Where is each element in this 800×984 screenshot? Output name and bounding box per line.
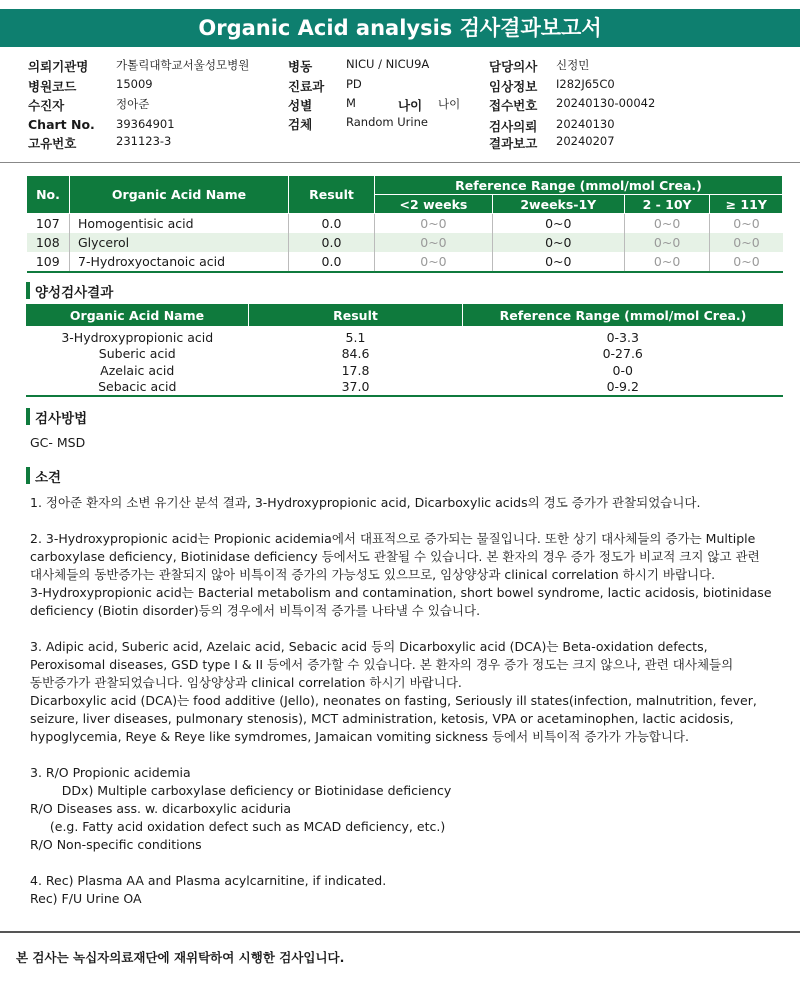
row-no: 107: [35, 216, 60, 231]
row-ref: 0~0: [375, 252, 493, 272]
row-ref: 0~0: [624, 233, 710, 252]
row-ref: 0-0: [612, 362, 633, 378]
chart-label: Chart No.: [28, 117, 95, 132]
opinion-section-title: 소견: [26, 466, 61, 486]
chart-value: 39364901: [116, 117, 175, 131]
row-result: 5.1: [345, 329, 366, 345]
positive-result-table: [26, 304, 783, 397]
row-ref: 0~0: [710, 233, 783, 252]
row-name: 3-Hydroxypropionic acid: [61, 329, 214, 345]
method-section-title: 검사방법: [26, 407, 87, 427]
col-name: Organic Acid Name: [70, 176, 289, 214]
specimen-value: Random Urine: [346, 115, 428, 129]
table-row: [26, 346, 783, 363]
table-row: [26, 362, 783, 379]
row-ref: 0~0: [492, 252, 624, 272]
unique-label: 고유번호: [28, 136, 77, 151]
opinion-paragraph: 4. Rec) Plasma AA and Plasma acylcarnitine, if indicated. Rec) F/U Urine OA: [30, 873, 387, 906]
doctor-label: 담당의사: [489, 59, 538, 74]
col-result: Result: [289, 176, 375, 214]
clinical-value: I282J65C0: [556, 77, 615, 91]
row-name: Azelaic acid: [100, 362, 175, 378]
row-ref: 0~0: [375, 233, 493, 252]
sex-label: 성별: [288, 98, 313, 113]
request-value: 20240130: [556, 117, 615, 131]
row-name: Homogentisic acid: [70, 214, 289, 234]
opinion-paragraph: 3. R/O Propionic acidemia DDx) Multiple carboxylase deficiency or Biotinidase deficiency R/O Diseases ass. w. dicarboxylic aciduria (e.g. Fatty acid oxidation defect such as MCAD deficiency, etc.) R/O Non-specific conditions: [30, 765, 452, 852]
col-result: Result: [249, 304, 463, 326]
ward-label: 병동: [288, 59, 313, 74]
row-name: Sebacic acid: [26, 379, 249, 397]
row-ref: 0-27.6: [602, 346, 643, 362]
report-title: Organic Acid analysis 검사결과보고서: [0, 9, 800, 47]
col-reference: Reference Range (mmol/mol Crea.): [375, 176, 783, 195]
row-ref: 0-9.2: [463, 379, 784, 397]
col-ref-2w-1y: 2weeks-1Y: [492, 195, 624, 214]
row-result: 0.0: [289, 252, 375, 272]
receipt-value: 20240130-00042: [556, 96, 656, 110]
table-row: [26, 379, 783, 397]
footer-note: 본 검사는 녹십자의료재단에 재위탁하여 시행한 검사입니다.: [16, 950, 345, 965]
ward-value: NICU / NICU9A: [346, 57, 430, 71]
table-row: [26, 326, 783, 346]
clinical-label: 임상정보: [489, 79, 538, 94]
row-ref: 0~0: [710, 252, 783, 272]
specimen-label: 검체: [288, 117, 313, 132]
table-row: [27, 252, 783, 272]
row-ref: 0-3.3: [606, 329, 639, 345]
patient-label: 수진자: [28, 98, 65, 113]
row-name: 7-Hydroxyoctanoic acid: [70, 252, 289, 272]
row-ref: 0~0: [624, 214, 710, 234]
positive-section-title: 양성검사결과: [26, 281, 113, 301]
row-name: Suberic acid: [98, 346, 176, 362]
row-result: 17.8: [341, 362, 370, 378]
row-ref: 0~0: [710, 214, 783, 234]
col-ref-lt2w: <2 weeks: [375, 195, 493, 214]
row-ref: 0~0: [492, 233, 624, 252]
sex-value: M: [346, 96, 356, 110]
info-divider: [0, 162, 800, 163]
opinion-paragraph: 2. 3-Hydroxypropionic acid는 Propionic acidemia에서 대표적으로 증가되는 물질입니다. 또한 상기 대사체들의 증가는 Multiple carboxylase deficiency, Biotinidase deficiency 등에서도 관찰될 수 있습니다. 본 환자의 경우 증가 정도가 비교적 크지 않고 관련 대사체들의 동반증가는 관찰되지 않아 비특이적 증가의 가능성도 있으므로, 임상양상과 clinical correlation 하시기 바랍니다. 3-Hydroxypropionic acid는 Bacterial metabolism and contamination, short bowel syndrome, lactic acidosis, biotinidase deficiency (Biotin disorder)등의 경우에서 비특이적 증가를 나타낼 수 있습니다.: [30, 531, 772, 618]
dept-value: PD: [346, 77, 362, 91]
row-result: 0.0: [289, 233, 375, 252]
opinion-text: [30, 494, 790, 908]
col-name: Organic Acid Name: [26, 304, 249, 326]
age-label: 나이: [398, 98, 423, 113]
hospital-code-label: 병원코드: [28, 79, 77, 94]
opinion-paragraph: 1. 정아준 환자의 소변 유기산 분석 결과, 3-Hydroxypropionic acid, Dicarboxylic acids의 경도 증가가 관찰되었습니다.: [30, 495, 701, 510]
opinion-paragraph: 3. Adipic acid, Suberic acid, Azelaic acid, Sebacic acid 등의 Dicarboxylic acid (DCA)는 Beta-oxidation defects, Peroxisomal diseases, GSD type I & II 등에서 증가할 수 있습니다. 본 환자의 경우 증가 정도는 크지 않으나, 관련 대사체들의 동반증가가 관찰되었습니다. 임상양상과 clinical correlation 하시기 바랍니다. Dicarboxylic acid (DCA)는 food additive (Jello), neonates on fasting, Seriously ill states(infection, malnutrition, fever, seizure, liver diseases, pulmonary stenosis), MCT administration, ketosis, VPA or acetaminophen, lactic acidosis, hypoglycemia, Reye & Reye like symdromes, Jamaican vomiting sickness 등에서 비특이적 증가가 가능합니다.: [30, 639, 757, 744]
row-result: 0.0: [289, 214, 375, 234]
patient-info: [0, 55, 800, 155]
dept-label: 진료과: [288, 79, 325, 94]
report-value: 20240207: [556, 134, 615, 148]
col-no: No.: [27, 176, 70, 214]
age-value: 나이: [438, 97, 461, 111]
row-result: 84.6: [341, 346, 370, 362]
col-ref-2-10y: 2 - 10Y: [624, 195, 710, 214]
col-ref-ge11y: ≥ 11Y: [710, 195, 783, 214]
row-ref: 0~0: [375, 214, 493, 234]
row-no: 108: [27, 233, 70, 252]
organic-acid-table: [26, 175, 783, 273]
method-value: GC- MSD: [30, 435, 86, 450]
table-row: [27, 214, 783, 234]
report-label: 결과보고: [489, 136, 538, 151]
institution-label: 의뢰기관명: [28, 59, 89, 74]
receipt-label: 접수번호: [489, 98, 538, 113]
footer-divider: [0, 931, 800, 933]
row-ref: 0~0: [492, 214, 624, 234]
request-label: 검사의뢰: [489, 119, 538, 134]
hospital-code-value: 15009: [116, 77, 153, 91]
col-reference: Reference Range (mmol/mol Crea.): [463, 304, 784, 326]
table-row: [27, 233, 783, 252]
row-no: 109: [27, 252, 70, 272]
doctor-value: 신정민: [556, 58, 590, 72]
patient-value: 정아준: [116, 97, 150, 111]
row-ref: 0~0: [624, 252, 710, 272]
row-result: 37.0: [249, 379, 463, 397]
row-name: Glycerol: [70, 233, 289, 252]
unique-value: 231123-3: [116, 134, 172, 148]
institution-value: 가톨릭대학교서울성모병원: [116, 58, 250, 72]
